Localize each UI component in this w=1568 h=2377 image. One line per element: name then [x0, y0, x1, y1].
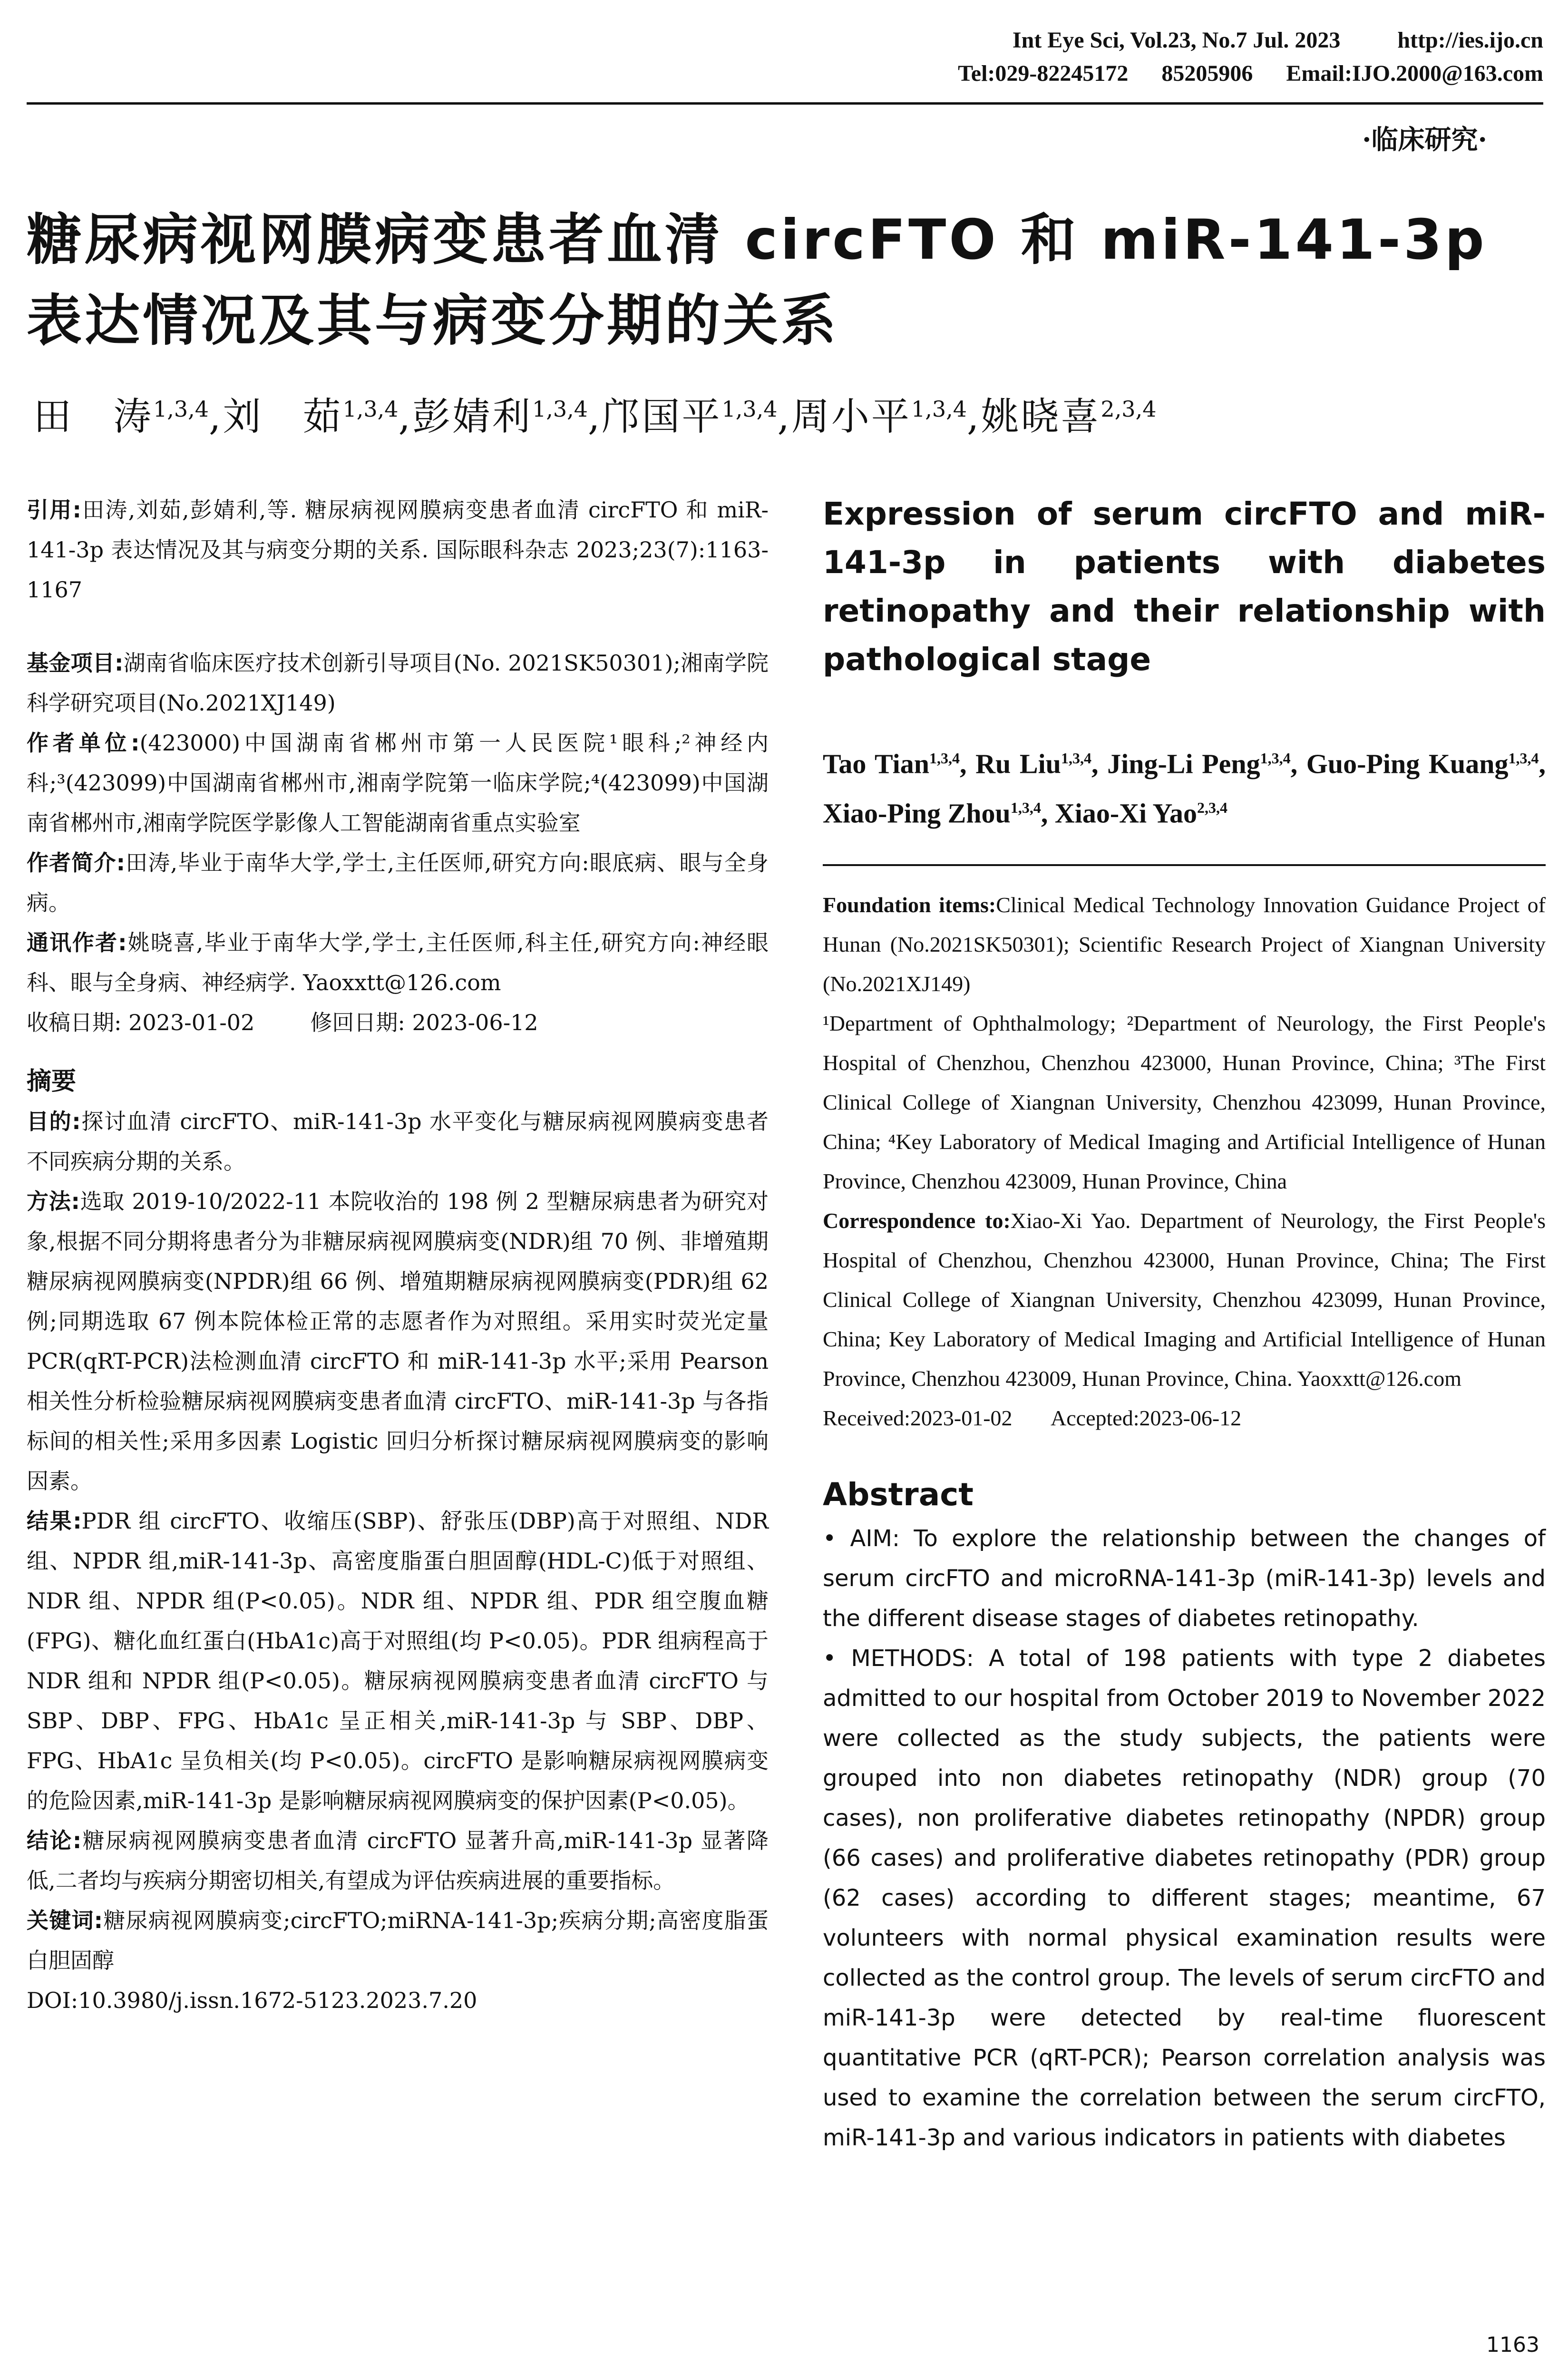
author-cn: 周小平	[791, 394, 911, 439]
section-tag: ·临床研究·	[1362, 124, 1487, 156]
header-rule	[27, 102, 1543, 105]
column-rule	[823, 864, 1546, 866]
journal-tel: Tel:029-82245172	[958, 61, 1129, 86]
author-bio: 作者简介:田涛,毕业于南华大学,学士,主任医师,研究方向:眼底病、眼与全身病。	[27, 850, 769, 916]
authors-cn: 田 涛$^{1,3,4}$,刘 茹$^{1,3,4}$,彭婧利$^{1,3,4}$,邝国平$^{1,3,4}$,周小平$^{1,3,4}$,姚晓喜$^{2,3,4}$	[33, 394, 1157, 439]
title-en: Expression of serum circFTO and miR-141-3p in patients with diabetes retinopathy and their relationship with pathological stage	[823, 496, 1546, 678]
author-cn: 姚晓喜	[981, 394, 1101, 439]
methods-en: • METHODS: A total of 198 patients with type 2 diabetes admitted to our hospital from October 2019 to November 2022 were collected as the study subjects, the patients were grouped into non diabetes retinopathy (NDR) group (70 cases), non proliferative diabetes retinopathy (NPDR) group (66 cases) and proliferative diabetes retinopathy (PDR) group (62 cases) according to different stages; meantime, 67 volunteers with normal physical examination results were collected as the control group. The levels of serum circFTO and miR-141-3p were detected by real-time fluorescent quantitative PCR (qRT-PCR); Pearson correlation analysis was used to examine the correlation between the serum circFTO, miR-141-3p and various indicators in patients with diabetes	[823, 1645, 1546, 2151]
results-cn: 结果:PDR 组 circFTO、收缩压(SBP)、舒张压(DBP)高于对照组、NDR 组、NPDR 组,miR-141-3p、高密度脂蛋白胆固醇(HDL-C)低于对照组、NDR 组、NPDR 组(P<0.05)。NDR 组、NPDR 组、PDR 组空腹血糖(FPG)、糖化血红蛋白(HbA1c)高于对照组(均 P<0.05)。PDR 组病程高于 NDR 组和 NPDR 组(P<0.05)。糖尿病视网膜病变患者血清 circFTO 与 SBP、DBP、FPG、HbA1c 呈正相关,miR-141-3p 与 SBP、DBP、FPG、HbA1c 呈负相关(均 P<0.05)。circFTO 是影响糖尿病视网膜病变的危险因素,miR-141-3p 是影响糖尿病视网膜病变的保护因素(P<0.05)。	[27, 1508, 769, 1813]
dates-en: Received:2023-01-02 Accepted:2023-06-12	[823, 1405, 1242, 1430]
authors-en: Tao Tian$^{1,3,4}$, Ru Liu$^{1,3,4}$, Jing-Li Peng$^{1,3,4}$, Guo-Ping Kuang$^{1,3,4}$, Xiao-Ping Zhou$^{1,3,4}$, Xiao-Xi Yao$^{2,3,4}$	[823, 748, 1546, 829]
author-cn: 田 涛	[33, 394, 153, 439]
keywords-cn: 关键词:糖尿病视网膜病变;circFTO;miRNA-141-3p;疾病分期;高密度脂蛋白胆固醇	[27, 1908, 769, 1973]
author-en: Guo-Ping Kuang	[1306, 748, 1509, 779]
doi[interactable]: DOI:10.3980/j.issn.1672-5123.2023.7.20	[27, 1987, 477, 2013]
author-en: Ru Liu	[975, 748, 1061, 779]
foundation-en: Foundation items:Clinical Medical Technology Innovation Guidance Project of Hunan (No.2021SK50301); Scientific Research Project of Xiangnan University (No.2021XJ149)	[823, 892, 1546, 996]
aim-en: • AIM: To explore the relationship between the changes of serum circFTO and microRNA-141-3p (miR-141-3p) levels and the different disease stages of diabetes retinopathy.	[823, 1525, 1546, 1632]
affiliations-en: ¹Department of Ophthalmology; ²Department of Neurology, the First People's Hospital of Chenzhou, Chenzhou 423000, Hunan Province, China; ³The First Clinical College of Xiangnan University, Chenzhou 423099, Hunan Province, China; ⁴Key Laboratory of Medical Imaging and Artificial Intelligence of Hunan Province, Chenzhou 423009, Hunan Province, China	[823, 1011, 1546, 1193]
journal-info: Int Eye Sci, Vol.23, No.7 Jul. 2023	[1012, 28, 1341, 53]
page-number: 1163	[1486, 2333, 1539, 2357]
running-header	[782, 24, 1543, 90]
author-cn: 邝国平	[602, 394, 722, 439]
journal-url[interactable]: http://ies.ijo.cn	[1397, 28, 1543, 53]
affiliation-cn: 作者单位:(423000)中国湖南省郴州市第一人民医院¹眼科;²神经内科;³(423099)中国湖南省郴州市,湘南学院第一临床学院;⁴(423099)中国湖南省郴州市,湘南学院医学影像人工智能湖南省重点实验室	[27, 730, 769, 836]
correspondence-en: Correspondence to:Xiao-Xi Yao. Department of Neurology, the First People's Hospital of Chenzhou, Chenzhou 423000, Hunan Province, China; The First Clinical College of Xiangnan University, Chenzhou 423099, Hunan Province, China; Key Laboratory of Medical Imaging and Artificial Intelligence of Hunan Province, Chenzhou 423009, Hunan Province, China. Yaoxxtt@126.com	[823, 1208, 1546, 1391]
aim-cn: 目的:探讨血清 circFTO、miR-141-3p 水平变化与糖尿病视网膜病变患者不同疾病分期的关系。	[27, 1109, 769, 1174]
right-column	[823, 490, 1546, 2158]
author-en: Xiao-Xi Yao	[1054, 798, 1197, 829]
correspondence-cn: 通讯作者:姚晓喜,毕业于南华大学,学士,主任医师,科主任,研究方向:神经眼科、眼与全身病、神经病学. Yaoxxtt@126.com	[27, 930, 769, 995]
funding-cn: 基金项目:湖南省临床医疗技术创新引导项目(No. 2021SK50301);湘南学院科学研究项目(No.2021XJ149)	[27, 650, 769, 716]
journal-fax: 85205906	[1161, 61, 1253, 86]
dates-cn: 收稿日期: 2023-01-02 修回日期: 2023-06-12	[27, 1010, 538, 1035]
left-column	[27, 490, 769, 2020]
journal-email[interactable]: Email:IJO.2000@163.com	[1286, 61, 1543, 86]
conclusion-cn: 结论:糖尿病视网膜病变患者血清 circFTO 显著升高,miR-141-3p 显著降低,二者均与疾病分期密切相关,有望成为评估疾病进展的重要指标。	[27, 1828, 769, 1893]
author-en: Xiao-Ping Zhou	[823, 798, 1011, 829]
abstract-heading-cn: 摘要	[27, 1067, 77, 1096]
citation: 引用:田涛,刘茹,彭婧利,等. 糖尿病视网膜病变患者血清 circFTO 和 miR-141-3p 表达情况及其与病变分期的关系. 国际眼科杂志 2023;23(7):1163-1167	[27, 497, 769, 603]
abstract-heading-en: Abstract	[823, 1476, 974, 1513]
author-en: Jing-Li Peng	[1107, 748, 1260, 779]
author-cn: 彭婧利	[412, 394, 532, 439]
author-cn: 刘 茹	[223, 394, 343, 439]
author-en: Tao Tian	[823, 748, 929, 779]
title-cn: 糖尿病视网膜病变患者血清 circFTO 和 miR-141-3p 表达情况及其与病变分期的关系	[27, 208, 1487, 353]
methods-cn: 方法:选取 2019-10/2022-11 本院收治的 198 例 2 型糖尿病患者为研究对象,根据不同分期将患者分为非糖尿病视网膜病变(NDR)组 70 例、非增殖期糖尿病视网膜病变(NPDR)组 66 例、增殖期糖尿病视网膜病变(PDR)组 62 例;同期选取 67 例本院体检正常的志愿者作为对照组。采用实时荧光定量 PCR(qRT-PCR)法检测血清 circFTO 和 miR-141-3p 水平;采用 Pearson 相关性分析检验糖尿病视网膜病变患者血清 circFTO、miR-141-3p 与各指标间的相关性;采用多因素 Logistic 回归分析探讨糖尿病视网膜病变的影响因素。	[27, 1188, 769, 1494]
